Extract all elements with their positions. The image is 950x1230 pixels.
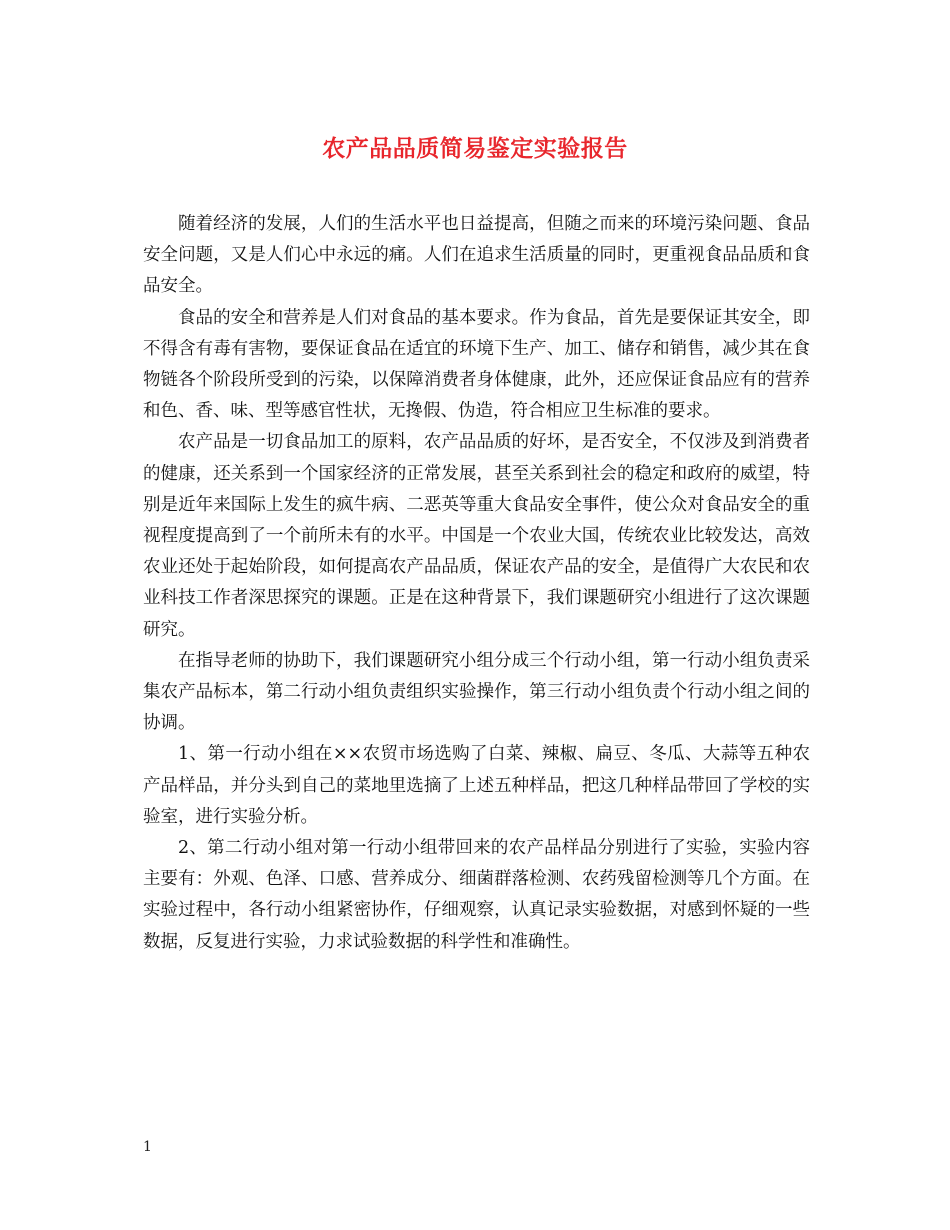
page-number: 1 [143,1139,152,1155]
paragraph-agri-products: 农产品是一切食品加工的原料，农产品品质的好坏，是否安全，不仅涉及到消费者的健康，还关系到一个国家经济的正常发展，甚至关系到社会的稳定和政府的威望，特别是近年来国际上发生的疯牛病、二恶英等重大食品安全事件，使公众对食品安全的重视程度提高到了一个前所未有的水平。中国是一个农业大国，传统农业比较发达，高效农业还处于起始阶段，如何提高农产品品质，保证农产品的安全，是值得广大农民和农业科技工作者深思探究的课题。正是在这种背景下，我们课题研究小组进行了这次课题研究。 [143,432,810,640]
paragraph-group-one: 1、第一行动小组在××农贸市场选购了白菜、辣椒、扁豆、冬瓜、大蒜等五种农产品样品，并分头到自己的菜地里选摘了上述五种样品，把这几种样品带回了学校的实验室，进行实验分析。 [143,744,810,827]
paragraph-intro: 随着经济的发展，人们的生活水平也日益提高，但随之而来的环境污染问题、食品安全问题，又是人们心中永远的痛。人们在追求生活质量的同时，更重视食品品质和食品安全。 [143,214,810,297]
document-title: 农产品品质简易鉴定实验报告 [322,135,628,162]
paragraph-food-safety: 食品的安全和营养是人们对食品的基本要求。作为食品，首先是要保证其安全，即不得含有毒有害物，要保证食品在适宜的环境下生产、加工、储存和销售，减少其在食物链各个阶段所受到的污染，以保障消费者身体健康，此外，还应保证食品应有的营养和色、香、味、型等感官性状，无搀假、伪造，符合相应卫生标准的要求。 [143,307,810,422]
document-body [143,209,810,958]
paragraph-group-two: 2、第二行动小组对第一行动小组带回来的农产品样品分别进行了实验，实验内容主要有：外观、色泽、口感、营养成分、细菌群落检测、农药残留检测等几个方面。在实验过程中，各行动小组紧密协作，仔细观察，认真记录实验数据，对感到怀疑的一些数据，反复进行实验，力求试验数据的科学性和准确性。 [143,838,810,952]
paragraph-groups: 在指导老师的协助下，我们课题研究小组分成三个行动小组，第一行动小组负责采集农产品标本，第二行动小组负责组织实验操作，第三行动小组负责个行动小组之间的协调。 [143,650,810,734]
